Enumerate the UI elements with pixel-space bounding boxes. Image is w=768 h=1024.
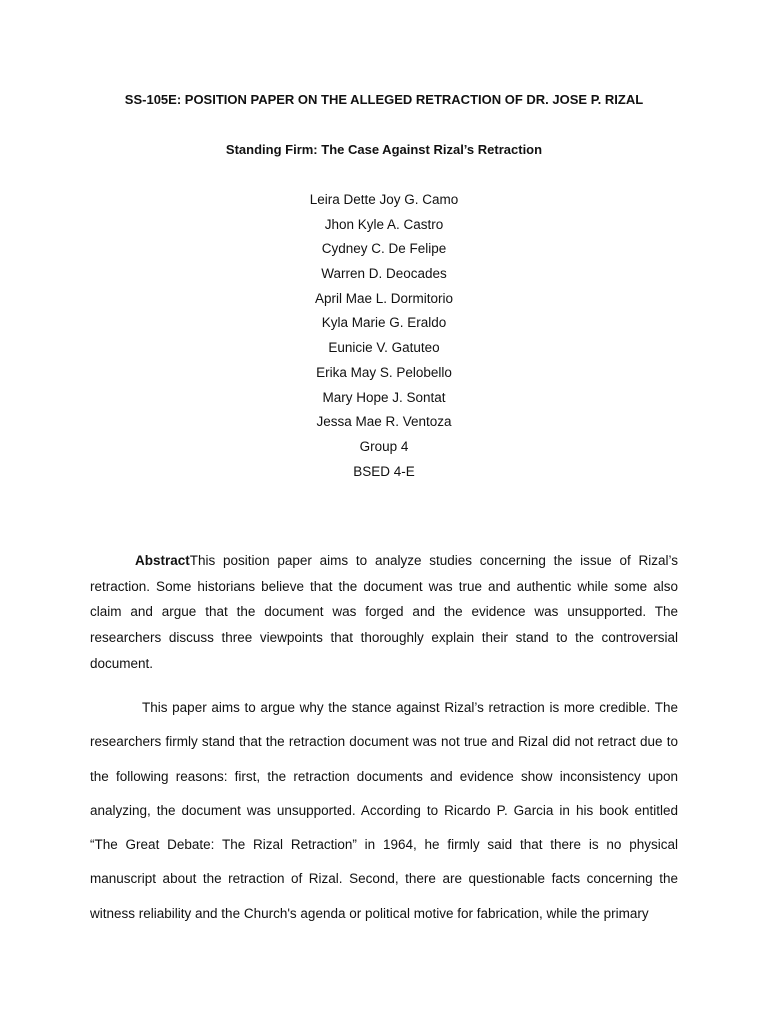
author-name: Cydney C. De Felipe xyxy=(321,241,447,257)
paper-title: SS-105E: POSITION PAPER ON THE ALLEGED RETRACTION OF DR. JOSE P. RIZAL xyxy=(124,92,644,107)
author-name: Erika May S. Pelobello xyxy=(316,364,452,380)
author-list xyxy=(0,190,768,486)
author-name: Kyla Marie G. Eraldo xyxy=(321,315,447,331)
author-name: Jhon Kyle A. Castro xyxy=(324,216,444,232)
paper-subtitle: Standing Firm: The Case Against Rizal’s Retraction xyxy=(225,142,543,157)
section-label: BSED 4-E xyxy=(353,463,415,479)
abstract-paragraph xyxy=(90,548,678,677)
abstract-label: Abstract xyxy=(135,553,190,568)
author-name: Jessa Mae R. Ventoza xyxy=(316,414,452,430)
group-label: Group 4 xyxy=(359,438,409,454)
author-name: Warren D. Deocades xyxy=(321,266,447,282)
body-paragraph: This paper aims to argue why the stance against Rizal’s retraction is more credible. The researchers firmly stand that the retraction document was not true and Rizal did not retract due to the following reasons: first, the retraction documents and evidence show inconsistency upon analyzing, the document was unsupported. According to Ricardo P. Garcia in his book entitled “The Great Debate: The Rizal Retraction” in 1964, he firmly said that there is no physical manuscript about the retraction of Rizal. Second, there are questionable facts concerning the witness reliability and the Church's agenda or political motive for fabrication, while the primary xyxy=(90,700,678,921)
author-name: Eunicie V. Gatuteo xyxy=(328,340,440,356)
abstract-text: This position paper aims to analyze studies concerning the issue of Rizal’s retraction. Some historians believe that the document was true and authentic while some also claim and argue that the document was forged and the evidence was unsupported. The researchers discuss three viewpoints that thoroughly explain their stand to the controversial document. xyxy=(90,553,678,671)
author-name: Mary Hope J. Sontat xyxy=(322,389,446,405)
author-name: April Mae L. Dormitorio xyxy=(314,290,454,306)
author-name: Leira Dette Joy G. Camo xyxy=(309,192,459,207)
